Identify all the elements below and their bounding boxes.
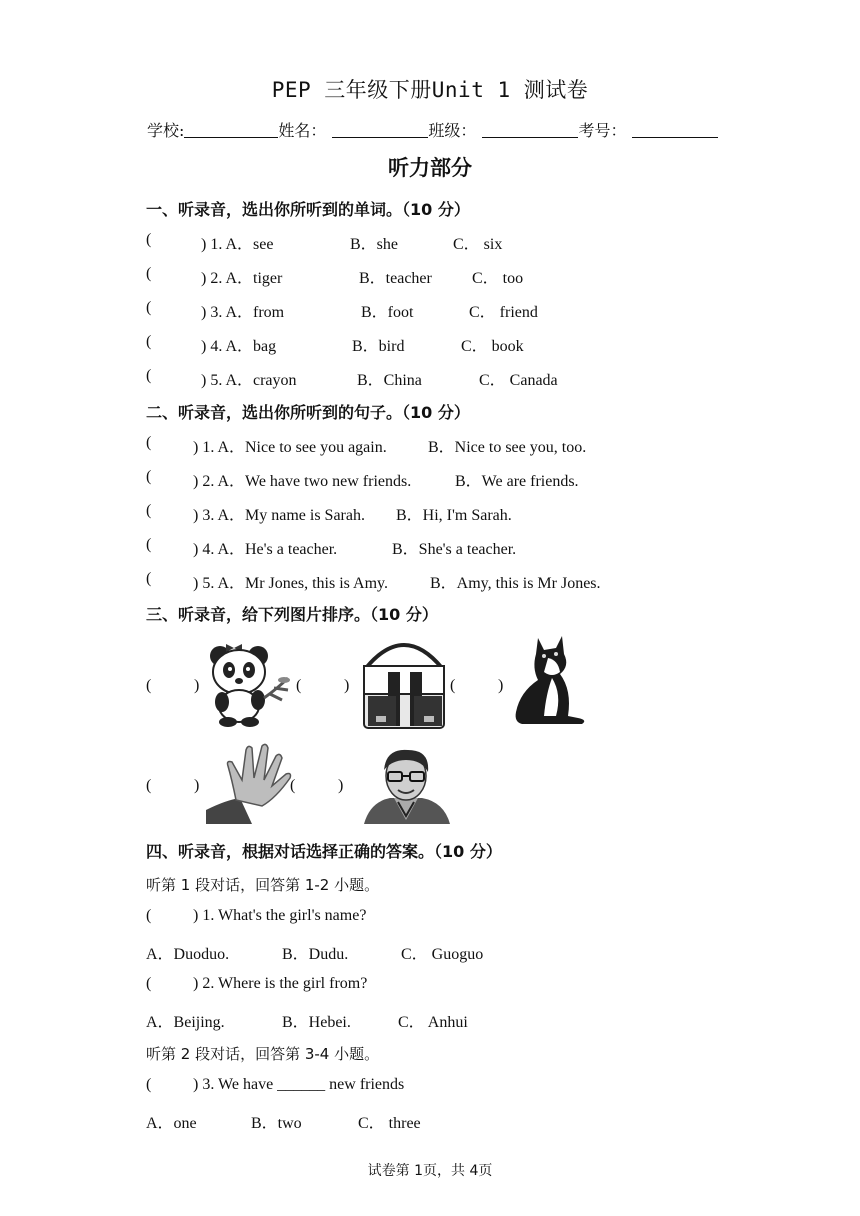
answer-paren[interactable]: ( xyxy=(146,502,152,519)
s4-q1-option-a: A．Duoduo. xyxy=(146,946,230,963)
hand-icon xyxy=(206,740,292,824)
s2-q3-option-a: ) 3. A．My name is Sarah. xyxy=(193,507,365,524)
s4-q3-option-a: A．one xyxy=(146,1115,197,1132)
school-label: 学校: xyxy=(147,121,185,140)
s4-q3-option-b: B．two xyxy=(251,1115,302,1132)
dialog-1-instruction: 听第 1 段对话，回答第 1-2 小题。 xyxy=(146,876,380,894)
s4-q1-text: ) 1. What's the girl's name? xyxy=(193,907,367,924)
section4-heading: 四、听录音，根据对话选择正确的答案。（10 分） xyxy=(146,842,502,861)
page-footer: 试卷第 1页，共 4页 xyxy=(367,1163,493,1179)
s4-q2-option-a: A．Beijing. xyxy=(146,1014,225,1031)
answer-paren[interactable]: ( xyxy=(146,265,152,282)
s1-q3-option-c: C． friend xyxy=(469,304,538,321)
s2-q4-option-b: B．She's a teacher. xyxy=(392,541,517,558)
s4-q3-option-c: C． three xyxy=(358,1115,421,1132)
section2-heading: 二、听录音，选出你所听到的句子。（10 分） xyxy=(146,403,470,422)
s1-q5-option-c: C． Canada xyxy=(479,372,558,389)
s1-q3-option-b: B．foot xyxy=(361,304,414,321)
s1-q2-option-c: C． too xyxy=(472,270,524,287)
s4-q1-option-b: B．Dudu. xyxy=(282,946,349,963)
s1-q1-option-a: ) 1. A．see xyxy=(201,236,274,253)
answer-paren[interactable]: ( xyxy=(146,975,152,992)
answer-paren[interactable]: ( xyxy=(146,907,152,924)
s2-q2-option-a: ) 2. A．We have two new friends. xyxy=(193,473,412,490)
s1-q1-option-b: B．she xyxy=(350,236,399,253)
s2-q2-option-b: B．We are friends. xyxy=(455,473,579,490)
student-info-row xyxy=(147,118,718,141)
section3-heading: 三、听录音，给下列图片排序。（10 分） xyxy=(146,605,438,624)
s4-q1-option-c: C． Guoguo xyxy=(401,946,484,963)
answer-paren[interactable]: ( xyxy=(146,231,152,248)
s4-q2-text: ) 2. Where is the girl from? xyxy=(193,975,368,992)
answer-paren[interactable]: ( xyxy=(146,299,152,316)
answer-paren[interactable]: ( xyxy=(146,367,152,384)
s1-q4-option-c: C． book xyxy=(461,338,524,355)
s1-q5-option-b: B．China xyxy=(357,372,422,389)
teacher-portrait-icon xyxy=(360,746,452,824)
class-blank[interactable] xyxy=(482,121,578,138)
answer-paren[interactable]: ( xyxy=(146,570,152,587)
class-label: 班级： xyxy=(428,121,477,140)
s4-q2-option-c: C． Anhui xyxy=(398,1014,468,1031)
s1-q2-option-a: ) 2. A．tiger xyxy=(201,270,283,287)
s1-q1-option-c: C． six xyxy=(453,236,503,253)
s1-q4-option-a: ) 4. A．bag xyxy=(201,338,277,355)
answer-paren[interactable]: ( xyxy=(146,1076,152,1093)
s2-q5-option-b: B．Amy, this is Mr Jones. xyxy=(430,575,601,592)
s2-q1-option-b: B．Nice to see you, too. xyxy=(428,439,587,456)
s1-q4-option-b: B．bird xyxy=(352,338,405,355)
s4-q3-text: ) 3. We have ______ new friends xyxy=(193,1076,405,1093)
answer-paren[interactable]: ( xyxy=(146,536,152,553)
s4-q2-option-b: B．Hebei. xyxy=(282,1014,351,1031)
schoolbag-icon xyxy=(358,632,450,734)
section1-heading: 一、听录音，选出你所听到的单词。（10 分） xyxy=(146,200,470,219)
s2-q3-option-b: B．Hi, I'm Sarah. xyxy=(396,507,512,524)
page-title: PEP 三年级下册Unit 1 测试卷 xyxy=(271,78,589,102)
answer-paren[interactable]: ( xyxy=(146,333,152,350)
s2-q1-option-a: ) 1. A．Nice to see you again. xyxy=(193,439,387,456)
cat-icon xyxy=(512,632,588,728)
name-blank[interactable] xyxy=(332,121,428,138)
school-blank[interactable] xyxy=(184,121,278,138)
name-label: 姓名： xyxy=(278,121,327,140)
number-blank[interactable] xyxy=(632,121,718,138)
s1-q2-option-b: B．teacher xyxy=(359,270,432,287)
s2-q4-option-a: ) 4. A．He's a teacher. xyxy=(193,541,338,558)
s1-q3-option-a: ) 3. A．from xyxy=(201,304,285,321)
s1-q5-option-a: ) 5. A．crayon xyxy=(201,372,297,389)
panda-icon xyxy=(204,638,296,728)
answer-paren[interactable]: ( xyxy=(146,434,152,451)
s2-q5-option-a: ) 5. A．Mr Jones, this is Amy. xyxy=(193,575,388,592)
listening-part-title: 听力部分 xyxy=(388,156,472,180)
number-label: 考号： xyxy=(578,121,627,140)
answer-paren[interactable]: ( xyxy=(146,468,152,485)
dialog-2-instruction: 听第 2 段对话，回答第 3-4 小题。 xyxy=(146,1045,380,1063)
